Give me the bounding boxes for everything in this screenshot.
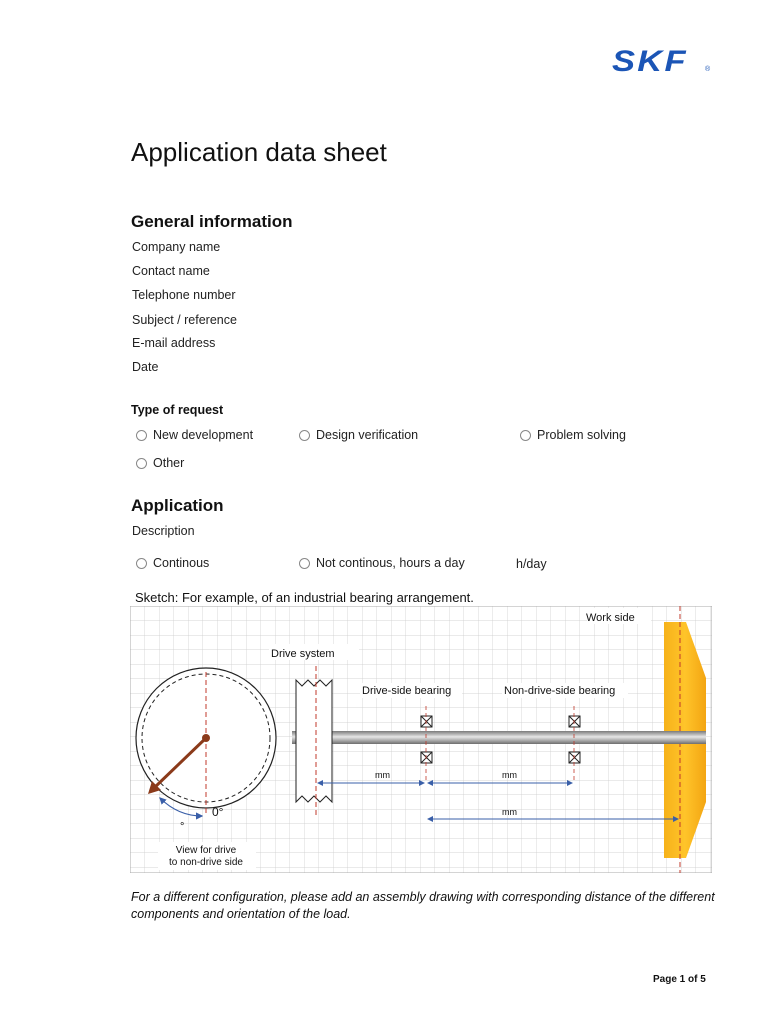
field-date: Date bbox=[132, 360, 159, 374]
drive-system-label: Drive system bbox=[271, 648, 335, 660]
angle-zero-label: 0° bbox=[212, 805, 224, 819]
radio-circle-icon[interactable] bbox=[299, 430, 310, 441]
radio-continous[interactable] bbox=[136, 556, 209, 570]
drive-side-bearing-bottom bbox=[421, 752, 432, 763]
radio-circle-icon[interactable] bbox=[299, 558, 310, 569]
dimension-3-unit: mm bbox=[502, 807, 517, 817]
field-description: Description bbox=[132, 524, 195, 538]
page-title: Application data sheet bbox=[131, 137, 387, 167]
non-drive-side-bearing-top bbox=[569, 716, 580, 727]
sketch-caption: Sketch: For example, of an industrial bearing arrangement. bbox=[135, 590, 474, 605]
non-drive-side-bearing-label: Non-drive-side bearing bbox=[504, 685, 616, 697]
radio-design-verification[interactable] bbox=[299, 428, 418, 442]
view-label-line1: View for drive bbox=[175, 845, 237, 856]
option-label: Problem solving bbox=[537, 428, 626, 442]
field-telephone: Telephone number bbox=[132, 288, 236, 302]
page-number: Page 1 of 5 bbox=[653, 974, 706, 985]
skf-logo: SKF bbox=[612, 45, 688, 78]
drive-side-bearing-top bbox=[421, 716, 432, 727]
view-label-line2: to non-drive side bbox=[169, 857, 243, 868]
dimension-1-unit: mm bbox=[375, 770, 390, 780]
non-drive-side-bearing-bottom bbox=[569, 752, 580, 763]
option-label: Other bbox=[153, 456, 185, 470]
radio-circle-icon[interactable] bbox=[136, 458, 147, 469]
shaft bbox=[292, 731, 706, 744]
radio-not-continous[interactable] bbox=[299, 556, 465, 570]
option-label: Continous bbox=[153, 556, 210, 570]
radio-circle-icon[interactable] bbox=[520, 430, 531, 441]
option-label: Design verification bbox=[316, 428, 419, 442]
field-contact-name: Contact name bbox=[132, 264, 210, 278]
radio-circle-icon[interactable] bbox=[136, 558, 147, 569]
field-subject: Subject / reference bbox=[132, 313, 237, 327]
dimension-2-unit: mm bbox=[502, 770, 517, 780]
general-information-heading: General information bbox=[131, 212, 293, 231]
radio-new-development[interactable] bbox=[136, 428, 253, 442]
field-company-name: Company name bbox=[132, 240, 221, 254]
configuration-note: For a different configuration, please add an assembly drawing with corresponding distance of the different components and orientation of the load. bbox=[131, 890, 715, 921]
drive-side-bearing-label: Drive-side bearing bbox=[362, 685, 452, 697]
work-side-label: Work side bbox=[586, 612, 635, 624]
field-email: E-mail address bbox=[132, 336, 216, 350]
radio-problem-solving[interactable] bbox=[520, 428, 626, 442]
option-label: Not continous, hours a day bbox=[316, 556, 465, 570]
hours-unit-label: h/day bbox=[516, 557, 547, 571]
application-heading: Application bbox=[131, 496, 224, 515]
type-of-request-heading: Type of request bbox=[131, 403, 224, 417]
bearing-arrangement-sketch bbox=[130, 606, 712, 873]
radio-circle-icon[interactable] bbox=[136, 430, 147, 441]
drive-system-coupling bbox=[296, 680, 332, 802]
angle-unit-label: ° bbox=[180, 821, 185, 833]
registered-mark: ® bbox=[705, 66, 711, 73]
radio-other[interactable] bbox=[136, 456, 184, 470]
option-label: New development bbox=[153, 428, 254, 442]
